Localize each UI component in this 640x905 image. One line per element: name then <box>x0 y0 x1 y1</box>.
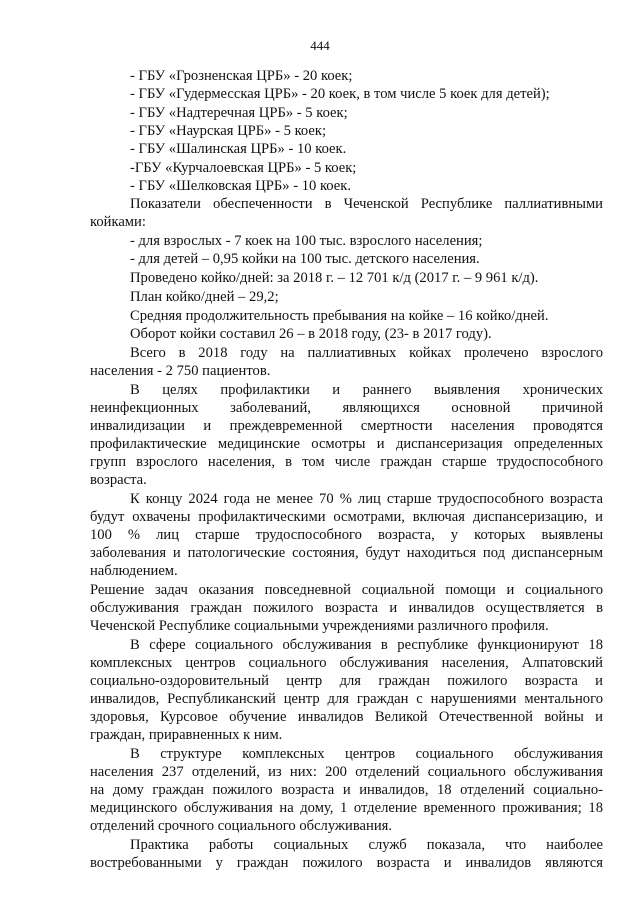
page-number: 444 <box>310 38 330 53</box>
text-line: групп взрослого населения, в том числе граждан старше трудоспособного <box>90 454 603 470</box>
text-line: - ГБУ «Шелковская ЦРБ» - 10 коек. <box>130 178 351 194</box>
text-line: инвалидизации и преждевременной смертности населения проводятся <box>90 418 603 434</box>
text-line: возраста. <box>90 472 147 488</box>
text-line: граждан, приравненных к ним. <box>90 727 283 743</box>
text-line: План койко/дней – 29,2; <box>130 289 279 305</box>
text-line: В структуре комплексных центров социального обслуживания <box>130 746 603 762</box>
text-line: заболевания и патологические состояния, будут находиться под диспансерным <box>90 545 603 561</box>
text-line: Практика работы социальных служб показала, что наиболее <box>130 837 603 853</box>
text-line: Решение задач оказания повседневной социальной помощи и социального <box>90 582 603 598</box>
text-line: - ГБУ «Гудермесская ЦРБ» - 20 коек, в том числе 5 коек для детей); <box>130 86 550 102</box>
text-line: -ГБУ «Курчалоевская ЦРБ» - 5 коек; <box>130 160 357 176</box>
text-line: Оборот койки составил 26 – в 2018 году, (23- в 2017 году). <box>130 326 492 342</box>
text-line: профилактические медицинские осмотры и диспансеризация определенных <box>90 436 603 452</box>
text-line: - для детей – 0,95 койки на 100 тыс. детского населения. <box>130 251 480 267</box>
text-line: обслуживания граждан пожилого возраста и инвалидов осуществляется в <box>90 600 603 616</box>
text-line: населения 237 отделений, из них: 200 отделений социального обслуживания <box>90 764 603 780</box>
text-line: койками: <box>90 214 146 230</box>
text-line: медицинского обслуживания на дому, 1 отделение временного проживания; 18 <box>90 800 603 816</box>
text-line: Показатели обеспеченности в Чеченской Республике паллиативными <box>130 196 603 212</box>
text-line: - ГБУ «Надтеречная ЦРБ» - 5 коек; <box>130 105 348 121</box>
text-line: на дому граждан пожилого возраста и инвалидов, 18 отделений социально- <box>90 782 603 798</box>
text-line: Средняя продолжительность пребывания на койке – 16 койко/дней. <box>130 308 549 324</box>
text-line: 100 % лиц старше трудоспособного возраста, у которых выявлены <box>90 527 603 543</box>
text-line: - ГБУ «Грозненская ЦРБ» - 20 коек; <box>130 68 353 84</box>
text-line: комплексных центров социального обслуживания населения, Алпатовский <box>90 655 603 671</box>
text-line: - ГБУ «Наурская ЦРБ» - 5 коек; <box>130 123 327 139</box>
text-line: Всего в 2018 году на паллиативных койках пролечено взрослого <box>130 345 603 361</box>
text-line: Проведено койко/дней: за 2018 г. – 12 701 к/д (2017 г. – 9 961 к/д). <box>130 270 539 286</box>
text-line: - ГБУ «Шалинская ЦРБ» - 10 коек. <box>130 141 347 157</box>
text-line: инвалидов, Республиканский центр для граждан с нарушениями ментального <box>90 691 603 707</box>
text-line: - для взрослых - 7 коек на 100 тыс. взрослого населения; <box>130 233 483 249</box>
text-line: востребованными у граждан пожилого возраста и инвалидов являются <box>90 855 603 871</box>
text-line: В сфере социального обслуживания в республике функционируют 18 <box>130 637 603 653</box>
text-line: Чеченской Республике социальными учреждениями различного профиля. <box>90 618 549 634</box>
text-line: К концу 2024 года не менее 70 % лиц старше трудоспособного возраста <box>130 491 603 507</box>
text-line: будут охвачены профилактическими осмотрами, включая диспансеризацию, и <box>90 509 603 525</box>
text-line: социально-оздоровительный центр для граждан пожилого возраста и <box>90 673 603 689</box>
text-line: В целях профилактики и раннего выявления хронических <box>130 382 603 398</box>
text-line: неинфекционных заболеваний, являющихся основной причиной <box>90 400 603 416</box>
text-line: отделений срочного социального обслуживания. <box>90 818 392 834</box>
text-line: населения - 2 750 пациентов. <box>90 363 271 379</box>
text-line: здоровья, Курсовое обучение инвалидов Великой Отечественной войны и <box>90 709 603 725</box>
text-line: наблюдением. <box>90 563 178 579</box>
